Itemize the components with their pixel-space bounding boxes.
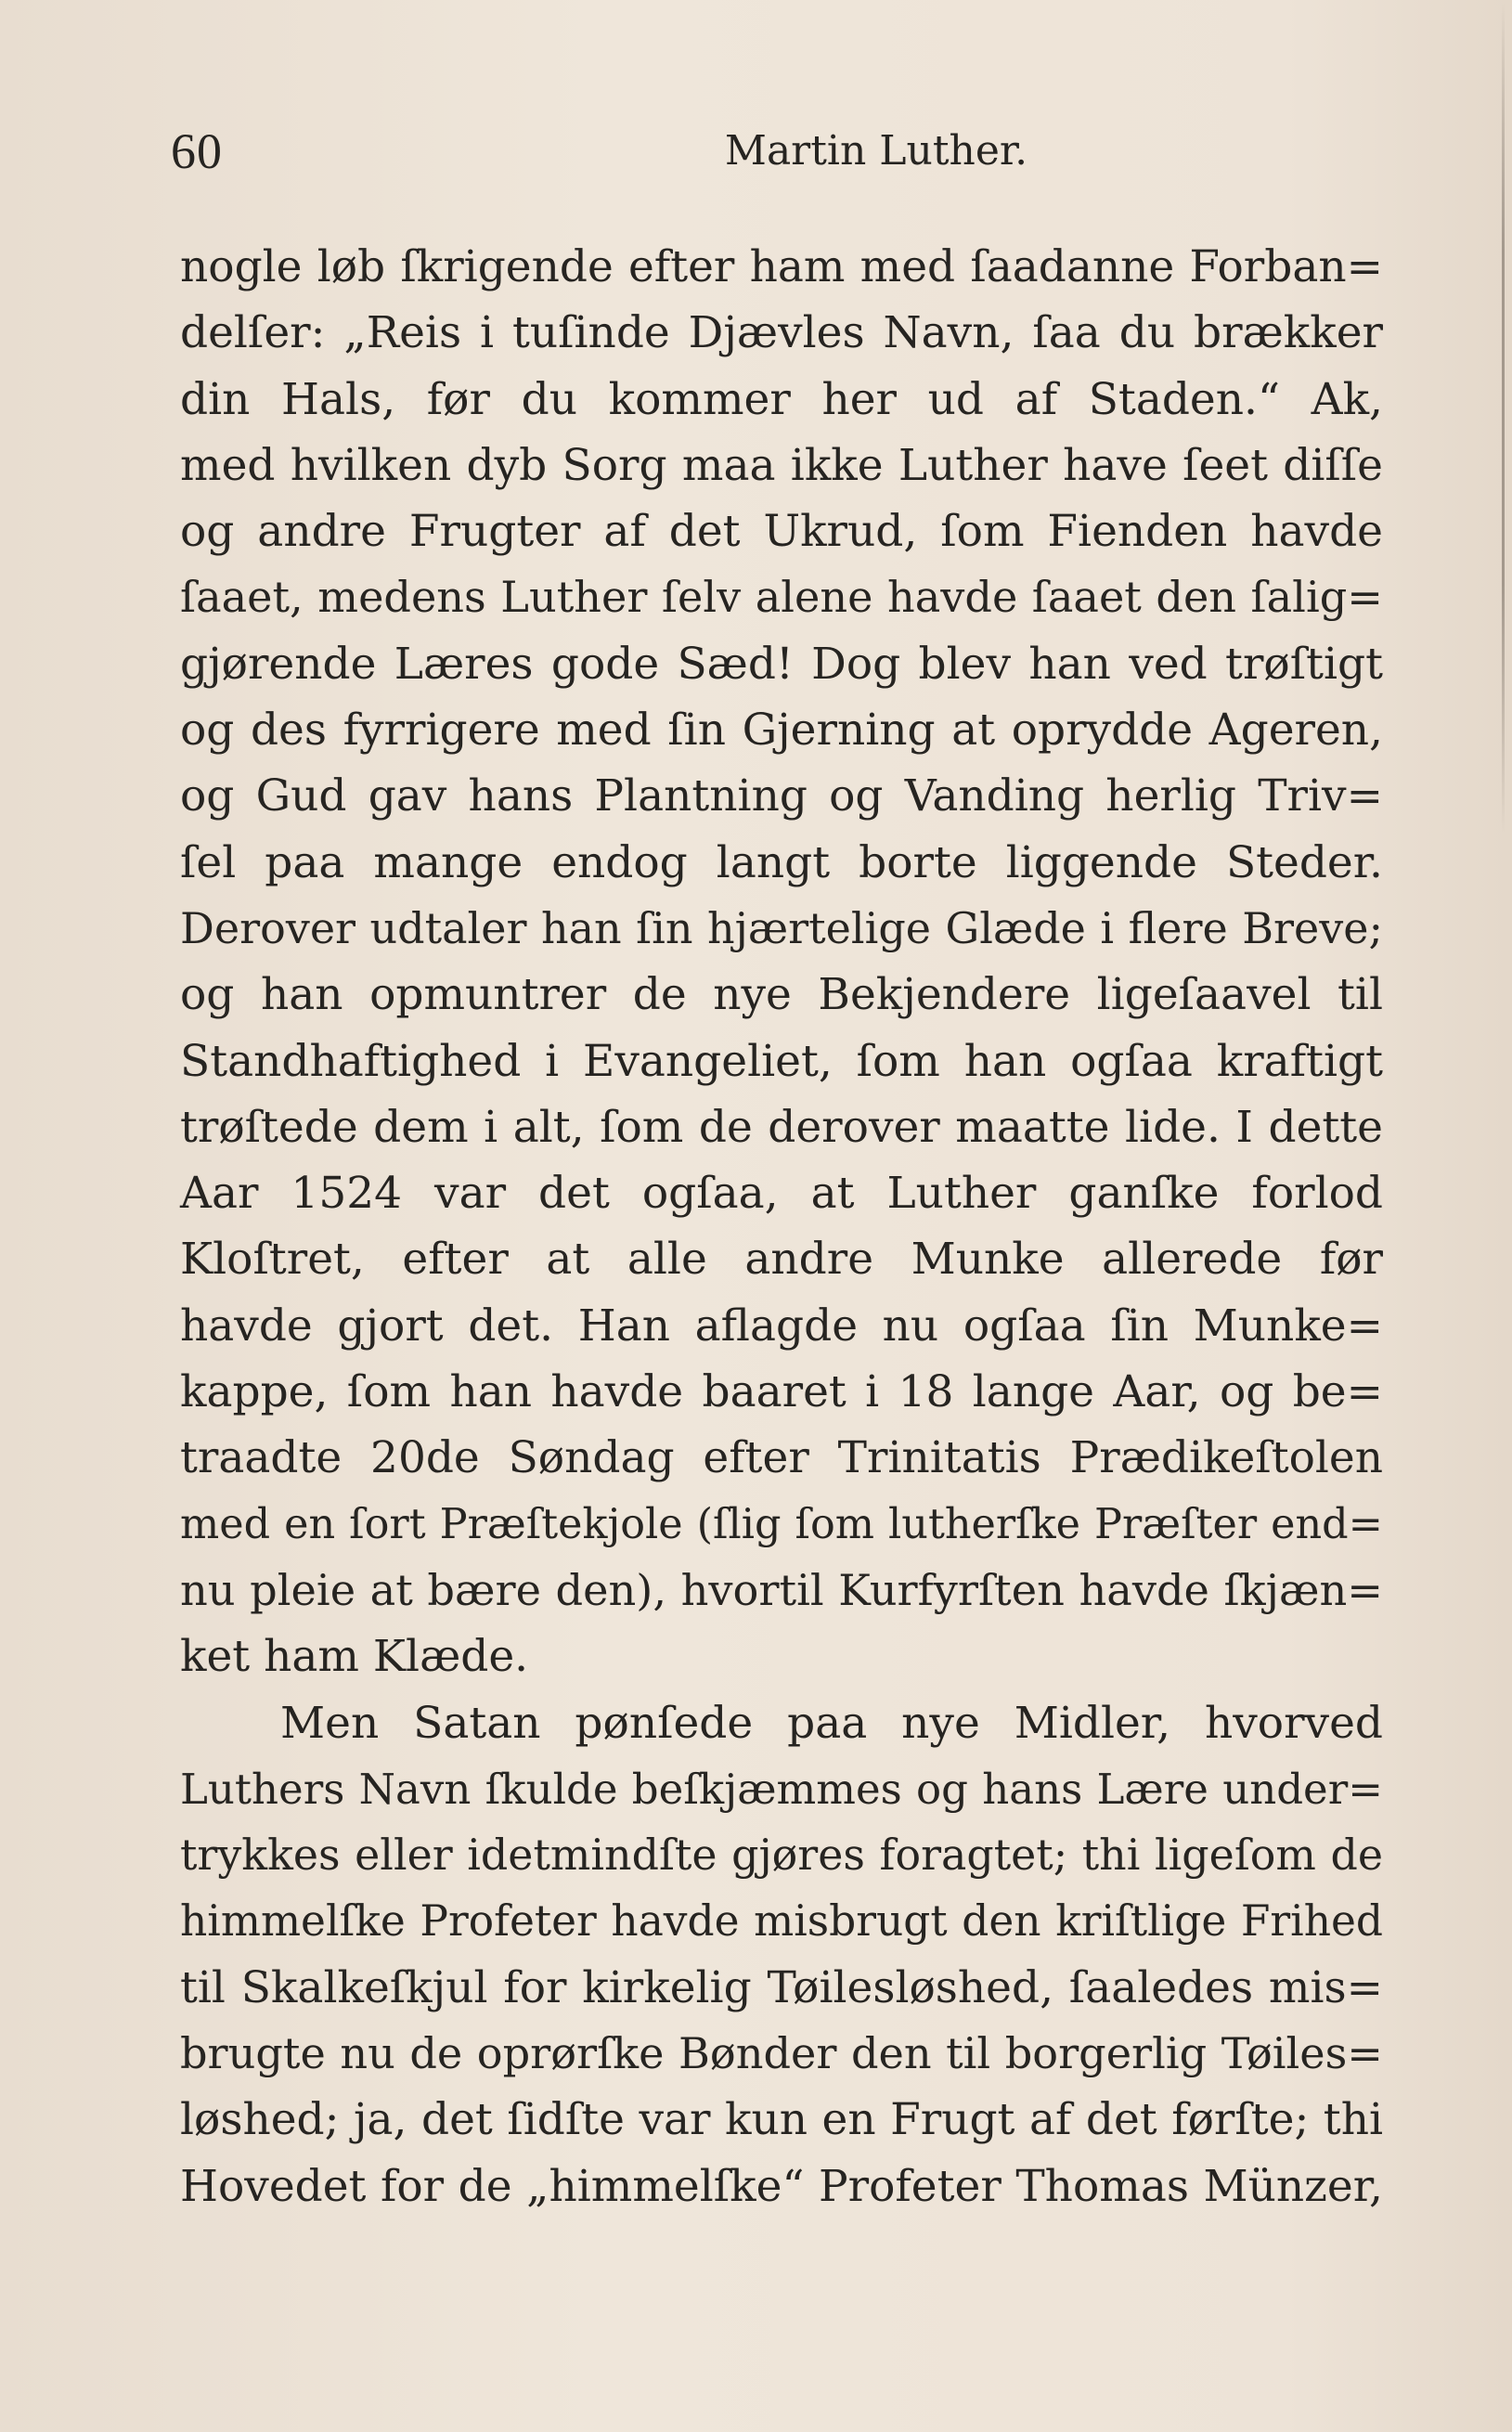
- text-line: havde gjort det. Han aflagde nu ogſaa ſin Munke=: [180, 1300, 1383, 1352]
- text-line: trøſtede dem i alt, ſom de derover maatte lide. I dette: [180, 1101, 1383, 1153]
- paragraph-start-line: Men Satan pønſede paa nye Midler, hvorved: [280, 1697, 1383, 1749]
- page-number: 60: [171, 123, 223, 179]
- text-line: ſel paa mange endog langt borte liggende Steder.: [180, 836, 1383, 888]
- body-text: [180, 234, 1383, 2219]
- text-line: til Skalkeſkjul for kirkelig Tøilesløshed, ſaaledes mis=: [180, 1961, 1383, 2013]
- text-line: med en ſort Præſtekjole (ſlig ſom lutherſke Præſter end=: [180, 1499, 1383, 1548]
- text-line: kappe, ſom han havde baaret i 18 lange Aar, og be=: [180, 1366, 1383, 1418]
- text-line: Standhaftighed i Evangeliet, ſom han ogſaa kraftigt: [180, 1035, 1383, 1087]
- text-line: delſer: „Reis i tuſinde Djævles Navn, ſaa du brækker: [180, 307, 1383, 359]
- text-line: brugte nu de oprørſke Bønder den til borgerlig Tøiles=: [180, 2028, 1383, 2079]
- text-line: Luthers Navn ſkulde beſkjæmmes og hans Lære under=: [180, 1764, 1383, 1814]
- text-line: og des fyrrigere med ſin Gjerning at oprydde Ageren,: [180, 705, 1383, 757]
- running-title: Martin Luther.: [724, 127, 1028, 175]
- text-line: Aar 1524 var det ogſaa, at Luther ganſke forlod: [180, 1168, 1383, 1220]
- text-line: traadte 20de Søndag efter Trinitatis Prædikeſtolen: [180, 1432, 1383, 1484]
- text-line: og Gud gav hans Plantning og Vanding herlig Triv=: [180, 770, 1383, 822]
- text-line: med hvilken dyb Sorg maa ikke Luther have ſeet diſſe: [180, 439, 1383, 491]
- page-header: [171, 119, 1377, 184]
- text-line: løshed; ja, det ſidſte var kun en Frugt af det førſte; thi: [180, 2094, 1383, 2146]
- text-line: ſaaet, medens Luther ſelv alene havde ſaaet den ſalig=: [180, 572, 1383, 623]
- text-line: Hovedet for de „himmelſke“ Profeter Thomas Münzer,: [180, 2160, 1383, 2212]
- text-line: Kloſtret, efter at alle andre Munke allerede før: [180, 1234, 1383, 1286]
- text-line: ket ham Klæde.: [180, 1631, 529, 1683]
- text-line: nogle løb ſkrigende efter ham med ſaadanne Forban=: [180, 241, 1383, 292]
- text-line: nu pleie at bære den), hvortil Kurfyrſten havde ſkjæn=: [180, 1564, 1383, 1615]
- text-line: trykkes eller idetmindſte gjøres foragtet; thi ligeſom de: [180, 1830, 1383, 1881]
- page-edge-shadow: [1502, 0, 1505, 835]
- text-line: himmelſke Profeter havde misbrugt den kriſtlige Frihed: [180, 1896, 1383, 1947]
- text-line: gjørende Læres gode Sæd! Dog blev han ved trøſtigt: [180, 638, 1383, 690]
- text-line: og han opmuntrer de nye Bekjendere ligeſaavel til: [180, 969, 1383, 1021]
- text-line: din Hals, før du kommer her ud af Staden.“ Ak,: [180, 373, 1383, 425]
- text-line: Derover udtaler han ſin hjærtelige Glæde i flere Breve;: [180, 902, 1383, 953]
- text-line: og andre Frugter af det Ukrud, ſom Fienden havde: [180, 506, 1383, 558]
